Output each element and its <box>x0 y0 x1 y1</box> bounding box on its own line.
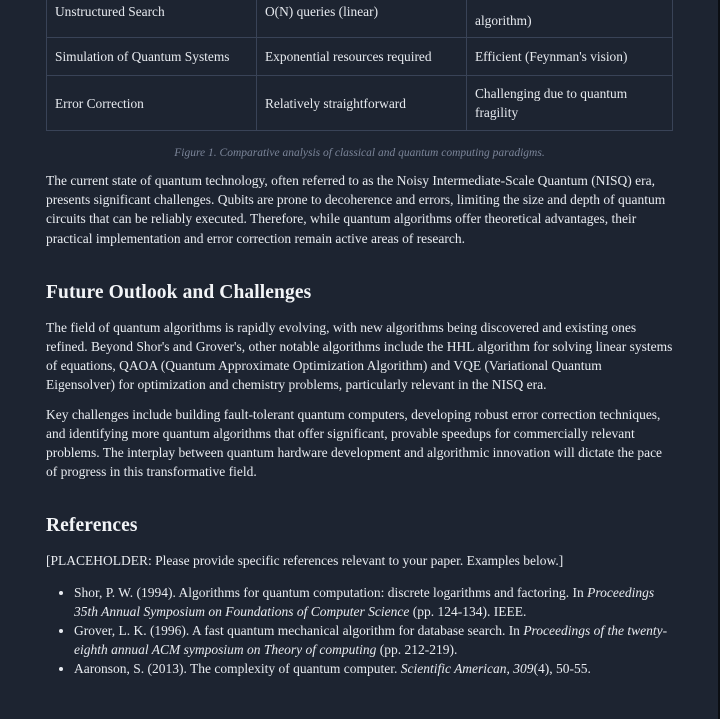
reference-venue: Proceedings of the twenty-eighth annual ACM symposium on Theory of computing <box>74 623 668 658</box>
table-cell: Efficient (Feynman's vision) <box>467 38 673 76</box>
table-cell: Exponential resources required <box>257 38 467 76</box>
future-heading: Future Outlook and Challenges <box>46 281 312 303</box>
table-cell-text: algorithm) <box>475 13 532 28</box>
table-cell: Error Correction <box>47 76 257 131</box>
reference-venue: Scientific American, 309 <box>400 661 534 677</box>
nisq-paragraph: The current state of quantum technology, often referred to as the Noisy Intermediate-Scale Quantum (NISQ) era, presents significant challenges. Qubits are prone to decoherence and errors, limiting the size and depth of quantum circuits that can be reliably executed. Therefore, while quantum algorithms offer theoretical advantages, their practical implementation and error correction remain active areas of research. <box>46 173 666 246</box>
reference-pages: (pp. 212-219). <box>376 642 458 658</box>
future-paragraph-2: Key challenges include building fault-tolerant quantum computers, developing robust error correction techniques, and identifying more quantum algorithms that offer significant, provable speedups for commercially relevant problems. The interplay between quantum hardware development and algorithmic innovation will dictate the pace of progress in this transformative field. <box>46 406 663 480</box>
table-cell: Challenging due to quantum fragility <box>467 76 673 131</box>
references-list <box>46 583 673 679</box>
future-paragraph-1: The field of quantum algorithms is rapidly evolving, with new algorithms being discovered and existing ones refined. Beyond Shor's and Grover's, other notable algorithms include the HHL algorithm for solving linear systems of equations, QAOA (Quantum Approximate Optimization Algorithm) and VQE (Variational Quantum Eigensolver) for optimization and chemistry problems, particularly relevant in the NISQ era. <box>46 319 673 393</box>
document-content <box>46 0 673 679</box>
reference-venue: Proceedings 35th Annual Symposium on Foundations of Computer Science <box>74 584 655 619</box>
table-cell: Unstructured Search <box>47 0 257 38</box>
table-row <box>47 38 673 76</box>
reference-item <box>74 621 673 659</box>
figure-caption: Figure 1. Comparative analysis of classical and quantum computing paradigms. <box>174 147 545 159</box>
table-cell <box>467 0 673 38</box>
references-placeholder: [PLACEHOLDER: Please provide specific references relevant to your paper. Examples below.] <box>46 553 564 569</box>
reference-item <box>74 659 673 678</box>
reference-text: Aaronson, S. (2013). The complexity of quantum computer. <box>74 661 401 677</box>
reference-text: Shor, P. W. (1994). Algorithms for quantum computation: discrete logarithms and factoring. In <box>74 584 588 600</box>
reference-text: Grover, L. K. (1996). A fast quantum mechanical algorithm for database search. In <box>74 623 524 639</box>
reference-pages: (4), 50-55. <box>533 661 591 677</box>
reference-item <box>74 583 673 621</box>
table-row <box>47 0 673 38</box>
reference-pages: (pp. 124-134). IEEE. <box>409 603 527 619</box>
table-row <box>47 76 673 131</box>
table-cell: Relatively straightforward <box>257 76 467 131</box>
references-heading: References <box>46 515 138 537</box>
table-cell: O(N) queries (linear) <box>257 0 467 38</box>
table-cell: Simulation of Quantum Systems <box>47 38 257 76</box>
comparison-table <box>46 0 673 131</box>
